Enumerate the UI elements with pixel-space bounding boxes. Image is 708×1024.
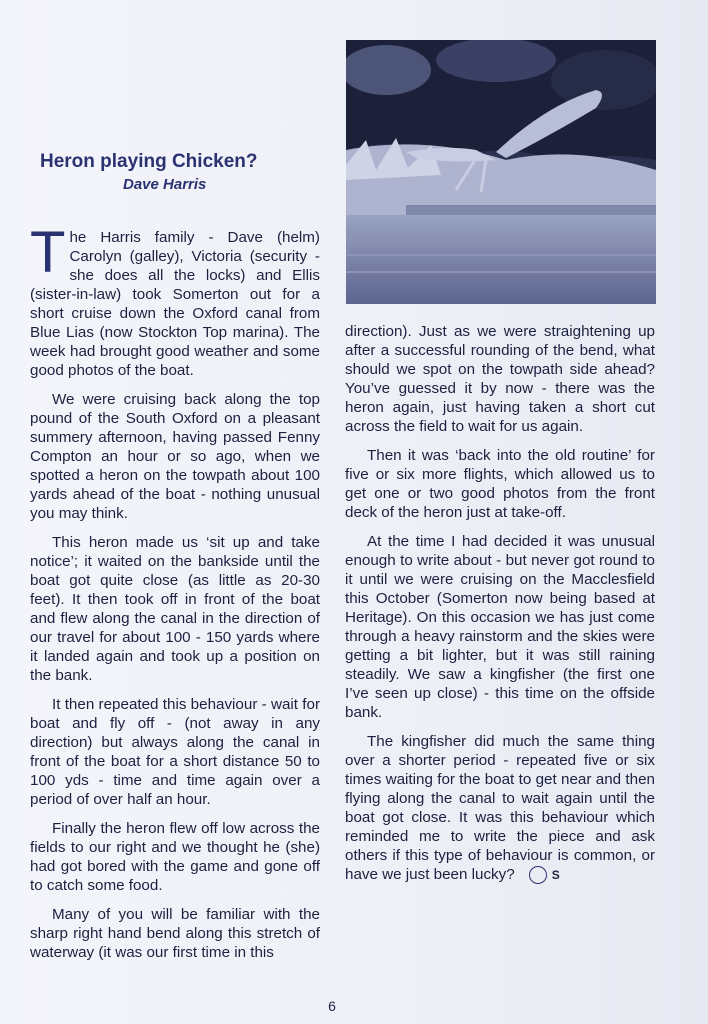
paragraph-text: The kingfisher did much the same thing over a shorter period - repeated five or six times waiting for the boat to get near and then flying along the canal to wait again until the boat got close. It was this behaviour which reminded me to write the piece and ask others if this type of behaviour is common, or have we just been lucky?	[345, 733, 655, 883]
right-column	[345, 322, 655, 894]
paragraph: It then repeated this behaviour - wait for boat and fly off - (not away in any direction) but always along the canal in front of the boat for a short distance 50 to 100 yds - time and time again over a period of over half an hour.	[30, 696, 320, 808]
paragraph	[345, 732, 655, 884]
paragraph: Finally the heron flew off low across the fields to our right and we thought he (she) had got bored with the game and gone off to catch some food.	[30, 820, 320, 894]
paragraph	[30, 220, 320, 380]
paragraph: At the time I had decided it was unusual enough to write about - but never got round to it until we were cruising on the Macclesfield this October (Somerton now being based at Heritage). On this occasion we has just come through a heavy rainstorm and the skies were getting a bit lighter, but it was still raining steadily. We saw a kingfisher (the first one I’ve seen up close) - this time on the offside bank.	[345, 533, 655, 721]
article-heading	[40, 150, 330, 193]
paragraph: Many of you will be familiar with the sharp right hand bend along this stretch of waterway (it was our first time in this	[30, 906, 320, 961]
heron-photo	[346, 40, 656, 304]
paragraph: Then it was ‘back into the old routine’ for five or six more flights, which allowed us to get one or two good photos from the front deck of the heron just at take-off.	[345, 447, 655, 521]
drop-cap: T	[30, 220, 66, 285]
page-number: 6	[328, 998, 336, 1014]
end-mark-icon: S	[529, 866, 547, 884]
left-column	[30, 220, 320, 972]
paragraph: direction). Just as we were straightening up after a successful rounding of the bend, what should we spot on the towpath side ahead? You’ve guessed it by now - there was the heron again, just having taken a short cut across the field to wait for us again.	[345, 323, 655, 435]
paragraph-text: he Harris family - Dave (helm) Carolyn (galley), Victoria (security - she does all the locks) and Ellis (sister-in-law) took Somerton out for a short cruise down the Oxford canal from Blue Lias (now Stockton Top marina). The week had brought good weather and some good photos of the boat.	[30, 229, 320, 379]
paragraph: This heron made us ‘sit up and take notice’; it waited on the bankside until the boat got quite close (as little as 20-30 feet). It then took off in front of the boat and flew along the canal in the direction of our travel for about 100 - 150 yards where it landed again and took up a position on the bank.	[30, 534, 320, 684]
paragraph: We were cruising back along the top pound of the South Oxford on a pleasant summery afternoon, having passed Fenny Compton an hour or so ago, when we spotted a heron on the towpath about 100 yards ahead of the boat - nothing unusual you may think.	[30, 391, 320, 522]
article-author: Dave Harris	[123, 176, 207, 193]
article-title: Heron playing Chicken?	[40, 151, 258, 172]
